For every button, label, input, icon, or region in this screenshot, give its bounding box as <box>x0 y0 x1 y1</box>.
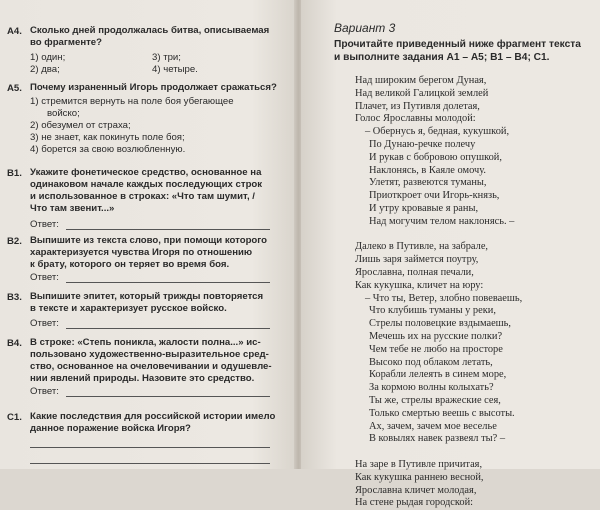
poem-line: Ярославна кличет молодая, <box>355 484 477 496</box>
question-a4-line-2: во фрагменте? <box>30 37 103 48</box>
poem-line: Ярославна, полная печали, <box>355 266 474 278</box>
poem-line: Далеко в Путивле, на забрале, <box>355 241 489 253</box>
question-b3-line-2: в тексте и характеризует русское войско. <box>30 303 227 314</box>
question-b1-line-3: и использованное в строках: «Что там шумит, / <box>30 191 255 202</box>
question-b2-number: В2. <box>7 236 22 247</box>
a5-option-1-cont: войско; <box>47 108 80 119</box>
b1-answer-line[interactable] <box>66 229 270 230</box>
b2-answer-label: Ответ: <box>30 272 59 283</box>
question-b3-number: В3. <box>7 292 22 303</box>
poem-line: Корабли лелеять в синем море, <box>369 369 507 381</box>
a5-option-3: 3) не знает, как покинуть поле боя; <box>30 132 185 143</box>
poem-line: Как кукушка, кличет на юру: <box>355 279 484 291</box>
question-b1-number: В1. <box>7 168 22 179</box>
poem-line: Мечешь их на русские полки? <box>369 330 503 342</box>
a5-option-2: 2) обезумел от страха; <box>30 120 131 131</box>
question-b1-line-1: Укажите фонетическое средство, основанное на <box>30 167 262 178</box>
question-a4-line-1: Сколько дней продолжалась битва, описываемая <box>30 25 270 36</box>
question-b2-line-3: к брату, которого он теряет во время боя. <box>30 259 230 270</box>
poem-line: Ах, зачем, зачем мое веселье <box>369 420 497 432</box>
poem-line: Улетят, развеются туманы, <box>369 177 487 189</box>
poem-line: Чем тебе не любо на просторе <box>369 343 503 355</box>
poem-line: И рукав с бобровою опушкой, <box>369 151 502 163</box>
poem-stanza-break <box>355 446 522 459</box>
poem-line: Над великой Галицкой землей <box>355 87 489 99</box>
question-b2-line-1: Выпишите из текста слово, при помощи которого <box>30 235 268 246</box>
question-c1-line-2: данное поражение войска Игоря? <box>30 423 191 434</box>
poem-stanza-break <box>355 229 522 242</box>
question-b1-line-2: одинаковом начале каждых последующих строк <box>30 179 263 190</box>
question-a5-line-1: Почему израненный Игорь продолжает сражаться? <box>30 82 277 93</box>
poem-line: Лишь заря займется поутру, <box>355 254 479 266</box>
poem-line: Над могучим телом наклонясь. – <box>369 215 515 227</box>
poem-line: Наклонясь, в Каяле омочу. <box>369 164 486 176</box>
question-b4-line-4: нии явлений природы. Назовите это средство. <box>30 373 255 384</box>
question-c1-number: С1. <box>7 412 22 423</box>
poem-line: Что клубишь туманы у реки, <box>369 305 496 317</box>
poem-text <box>355 75 522 510</box>
a4-option-4: 4) четыре. <box>152 64 198 75</box>
poem-line: В ковылях навек развеял ты? – <box>369 433 506 445</box>
poem-line: На стене рыдая городской: <box>355 497 474 509</box>
question-b4-line-1: В строке: «Степь поникла, жалости полна...» ис- <box>30 337 261 348</box>
question-b3-line-1: Выпишите эпитет, который трижды повторяется <box>30 291 264 302</box>
question-a4-number: А4. <box>7 26 22 37</box>
b4-answer-line[interactable] <box>66 396 270 397</box>
poem-line: – Что ты, Ветер, злобно повеваешь, <box>365 292 523 304</box>
a4-option-2: 2) два; <box>30 64 60 75</box>
poem-line: Высоко под облаком летать, <box>369 356 493 368</box>
question-b1-line-4: Что там звенит...» <box>30 203 115 214</box>
instruction-line-1: Прочитайте приведенный ниже фрагмент текста <box>334 39 581 50</box>
poem-line: И утру кровавые я раны, <box>369 202 479 214</box>
poem-line: На заре в Путивле причитая, <box>355 458 483 470</box>
left-page <box>0 0 296 469</box>
c1-answer-line-2[interactable] <box>30 463 270 464</box>
a4-option-1: 1) один; <box>30 52 66 63</box>
poem-line: Как кукушка раннею весной, <box>355 471 484 483</box>
b4-answer-label: Ответ: <box>30 386 59 397</box>
poem-line: Над широким берегом Дуная, <box>355 75 487 86</box>
poem-line: За кормою волны колыхать? <box>369 382 494 394</box>
b2-answer-line[interactable] <box>66 282 270 283</box>
poem-line: Только смертью веешь с высоты. <box>369 407 515 419</box>
poem-line: Плачет, из Путивля долетая, <box>355 100 480 112</box>
poem-line: Приоткроет очи Игорь-князь, <box>369 190 500 202</box>
b3-answer-line[interactable] <box>66 328 270 329</box>
instruction-line-2: и выполните задания А1 – А5; В1 – В4; С1. <box>334 52 550 63</box>
a5-option-1: 1) стремится вернуть на поле боя убегающее <box>30 96 234 107</box>
question-a5-number: А5. <box>7 83 22 94</box>
question-b4-line-3: ство, основанное на очеловечивании и одушевле- <box>30 361 272 372</box>
a5-option-4: 4) борется за свою возлюбленную. <box>30 144 186 155</box>
variant-title: Вариант 3 <box>334 21 396 35</box>
poem-line: Стрелы половецкие вздымаешь, <box>369 318 512 330</box>
poem-line: Ты же, стрелы вражеские сея, <box>369 394 501 406</box>
poem-line: – Обернусь я, бедная, кукушкой, <box>365 126 510 138</box>
poem-line: По Дунаю-речке полечу <box>369 138 476 150</box>
question-b4-number: В4. <box>7 338 22 349</box>
c1-answer-line-1[interactable] <box>30 447 270 448</box>
poem-line: Голос Ярославны молодой: <box>355 113 476 125</box>
b3-answer-label: Ответ: <box>30 318 59 329</box>
question-b4-line-2: пользовано художественно-выразительное сред- <box>30 349 269 360</box>
question-b2-line-2: характеризуется чувства Игоря по отношению <box>30 247 253 258</box>
a4-option-3: 3) три; <box>152 52 181 63</box>
question-c1-line-1: Какие последствия для российской истории имело <box>30 411 276 422</box>
b1-answer-label: Ответ: <box>30 219 59 230</box>
